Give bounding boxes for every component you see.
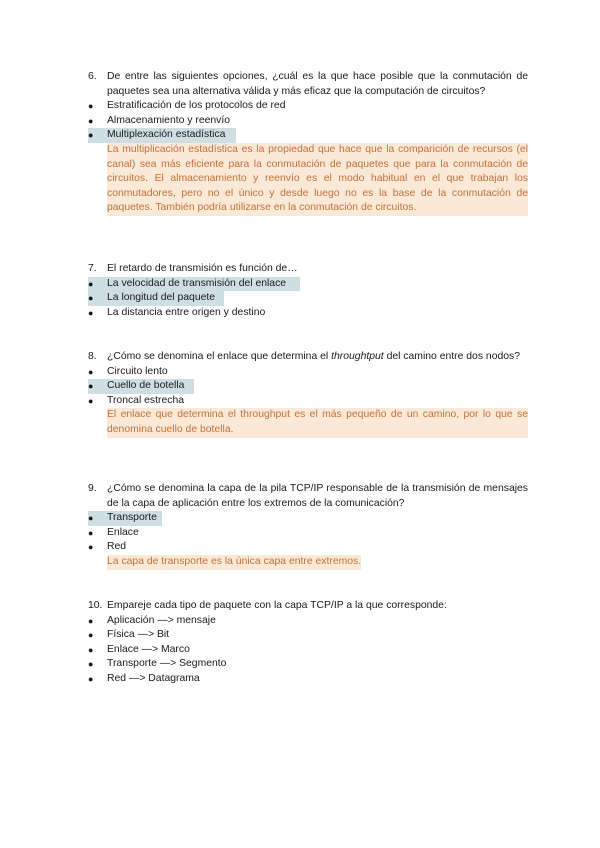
option-item (88, 540, 528, 555)
option-item (88, 394, 528, 409)
bullet-icon: ● (88, 513, 94, 524)
question-number: 9. (88, 483, 97, 494)
options-list (88, 365, 528, 409)
option-item (88, 628, 528, 643)
option-label: La longitud del paquete (107, 292, 216, 304)
option-item (88, 657, 528, 672)
question-number: 8. (88, 351, 97, 362)
option-label: Red —> Datagrama (107, 672, 200, 684)
option-label: Enlace (107, 526, 139, 538)
option-label: Red (107, 541, 127, 553)
question-10 (88, 599, 528, 687)
bullet-icon: ● (88, 115, 94, 126)
throughput-term: throughtput (331, 351, 384, 362)
bullet-icon: ● (88, 630, 94, 641)
option-label: Multiplexación estadística (107, 129, 226, 141)
options-list (88, 511, 528, 555)
question-9 (88, 482, 528, 570)
option-item (88, 614, 528, 629)
option-item (88, 365, 528, 380)
option-label: Cuello de botella (107, 380, 185, 392)
bullet-icon: ● (88, 673, 94, 684)
question-8 (88, 350, 528, 438)
question-text: ¿Cómo se denomina la capa de la pila TCP/IP responsable de la transmisión de mensajes de la capa de aplicación entre los extremos de la comunicación? (107, 483, 528, 509)
option-item-correct (88, 511, 162, 526)
option-item (88, 306, 528, 321)
option-label: La distancia entre origen y destino (107, 306, 266, 318)
bullet-icon: ● (88, 644, 94, 655)
bullet-icon: ● (88, 381, 94, 392)
option-label: La velocidad de transmisión del enlace (107, 277, 287, 289)
bullet-icon: ● (88, 395, 94, 406)
explanation-text: La multiplicación estadística es la propiedad que hace que la comparición de recursos (el canal) sea más eficiente para la conmutación de paquetes que para la conmutación de circuitos. El almacenamiento y reenvío es el modo habitual en el que trabajan los conmutadores, pero no el único y desde luego no es la base de la conmutación de paquetes. También podría utilizarse en la conmutación de circuitos. (107, 143, 528, 216)
question-text: De entre las siguientes opciones, ¿cuál es la que hace posible que la conmutación de paquetes sea una alternativa válida y más eficaz que la computación de circuitos? (107, 71, 528, 97)
option-label: Transporte —> Segmento (107, 658, 227, 670)
option-item-correct (88, 277, 300, 292)
question-number: 6. (88, 71, 97, 82)
bullet-icon: ● (88, 527, 94, 538)
option-label: Circuito lento (107, 365, 168, 377)
bullet-icon: ● (88, 278, 94, 289)
option-label: Troncal estrecha (107, 394, 185, 406)
option-label: Enlace —> Marco (107, 643, 190, 655)
bullet-icon: ● (88, 542, 94, 553)
bullet-icon: ● (88, 101, 94, 112)
option-item (88, 526, 528, 541)
option-item (88, 114, 528, 129)
option-item (88, 643, 528, 658)
question-text: El retardo de transmisión es función de… (107, 263, 298, 274)
options-list (88, 277, 528, 321)
option-label: Transporte (107, 512, 157, 524)
question-number: 10. (88, 600, 103, 611)
bullet-icon: ● (88, 366, 94, 377)
bullet-icon: ● (88, 615, 94, 626)
options-list (88, 99, 528, 143)
option-item (88, 672, 528, 687)
question-7 (88, 262, 528, 320)
explanation-text: La capa de transporte es la única capa entre extremos. (107, 555, 361, 570)
explanation-text: El enlace que determina el throughput es el más pequeño de un camino, por lo que se denomina cuello de botella. (107, 408, 528, 437)
bullet-icon: ● (88, 130, 94, 141)
bullet-icon: ● (88, 307, 94, 318)
bullet-icon: ● (88, 659, 94, 670)
options-list (88, 614, 528, 687)
option-label: Estratificación de los protocolos de red (107, 100, 286, 112)
option-label: Almacenamiento y reenvío (107, 114, 231, 126)
option-label: Aplicación —> mensaje (107, 614, 216, 626)
question-text: ¿Cómo se denomina el enlace que determina el throughtput del camino entre dos nodos? (107, 351, 521, 362)
question-text: Empareje cada tipo de paquete con la capa TCP/IP a la que corresponde: (107, 600, 447, 611)
option-item-correct (88, 379, 194, 394)
question-number: 7. (88, 263, 97, 274)
question-6 (88, 70, 528, 216)
option-label: Física —> Bit (107, 629, 170, 641)
option-item (88, 99, 528, 114)
option-item-correct (88, 128, 236, 143)
bullet-icon: ● (88, 293, 94, 304)
option-item-correct (88, 291, 224, 306)
